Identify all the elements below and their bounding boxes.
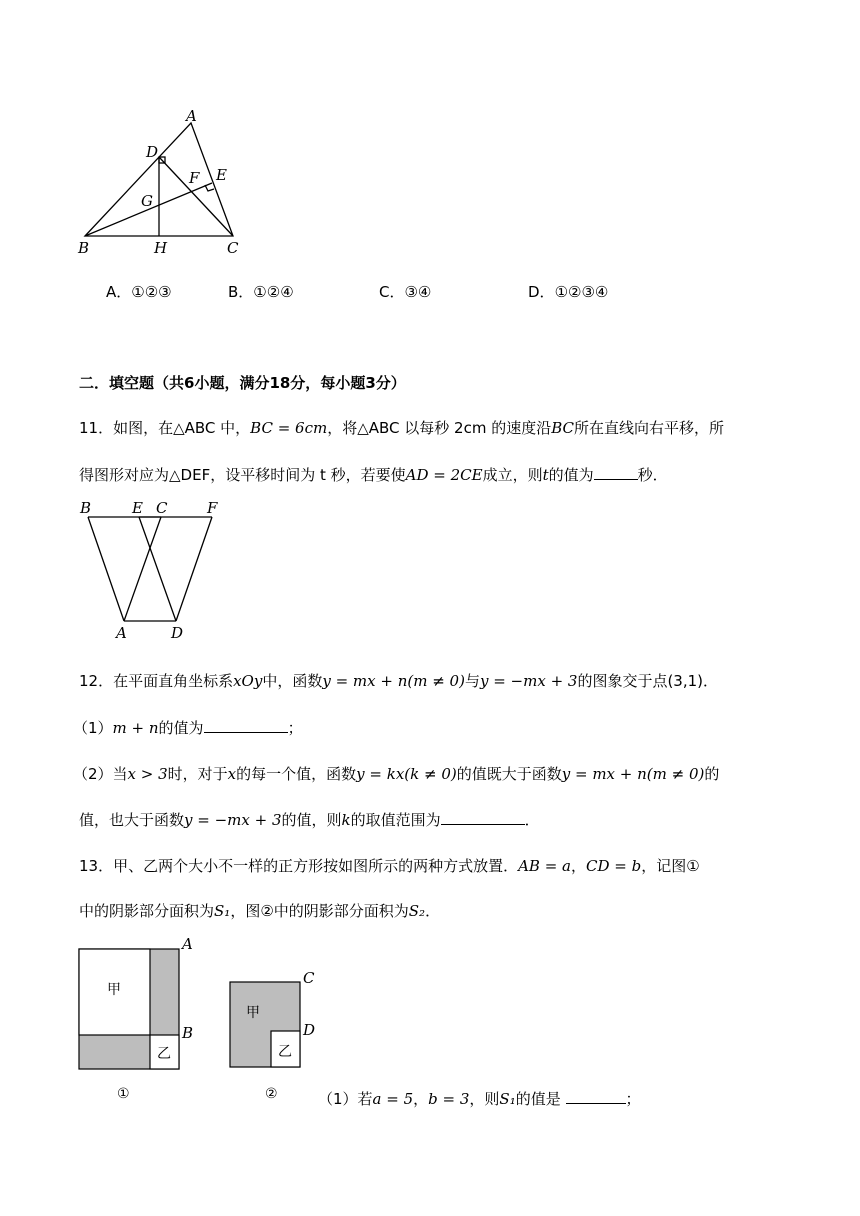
- label-yi: 乙: [278, 1044, 292, 1060]
- label-jia: 甲: [246, 1005, 260, 1021]
- caption-2: ②: [265, 1086, 278, 1102]
- label-jia: 甲: [107, 982, 121, 998]
- choice-a[interactable]: A．①②③: [106, 283, 172, 301]
- label-a: A: [186, 107, 197, 125]
- label-c: C: [156, 499, 168, 517]
- q12-part2: （2）当x > 3时，对于x的每一个值，函数y = kx(k ≠ 0)的值既大于函数y = mx + n(m ≠ 0)的: [73, 765, 720, 783]
- q13-answer1-blank[interactable]: [566, 1089, 626, 1104]
- label-g: G: [141, 192, 153, 210]
- label-yi: 乙: [157, 1046, 171, 1062]
- label-f: F: [207, 499, 218, 517]
- section-heading: 二．填空题（共6小题，满分18分，每小题3分）: [79, 374, 406, 392]
- label-c: C: [227, 239, 239, 257]
- label-b: B: [182, 1024, 194, 1042]
- choice-b[interactable]: B．①②④: [228, 283, 294, 301]
- label-c: C: [303, 969, 315, 987]
- label-f: F: [189, 169, 200, 187]
- squares-figure-2: [222, 962, 332, 1107]
- q12-part2-cont: 值，也大于函数y = −mx + 3的值，则k的取值范围为 ．: [79, 811, 540, 829]
- label-e: E: [216, 166, 227, 184]
- choice-c[interactable]: C．③④: [379, 283, 432, 301]
- q12-line1: 12．在平面直角坐标系xOy中，函数y = mx + n(m ≠ 0)与y = −mx + 3的图象交于点(3,1)．: [79, 672, 719, 690]
- translation-figure: [72, 495, 232, 645]
- q11-line1: 11．如图，在△ABC 中，BC = 6cm，将△ABC 以每秒 2cm 的速度沿BC所在直线向右平移，所: [79, 419, 725, 437]
- label-e: E: [132, 499, 143, 517]
- q11-line2: 得图形对应为△DEF，设平移时间为 t 秒，若要使AD = 2CE成立，则t的值为 秒．: [79, 466, 668, 484]
- label-b: B: [80, 499, 92, 517]
- q13-part1: （1）若a = 5，b = 3，则S₁的值是 ；: [318, 1090, 641, 1108]
- q12-answer2-blank[interactable]: [441, 810, 525, 825]
- label-d: D: [303, 1021, 316, 1039]
- triangle-figure: [70, 105, 250, 265]
- label-d: D: [146, 143, 159, 161]
- choice-d[interactable]: D．①②③④: [528, 283, 609, 301]
- q12-part1: （1）m + n的值为 ；: [73, 719, 303, 737]
- q13-line1: 13．甲、乙两个大小不一样的正方形按如图所示的两种方式放置．AB = a，CD = b，记图①: [79, 857, 700, 875]
- q11-answer-blank[interactable]: [594, 465, 638, 480]
- label-d: D: [171, 624, 184, 642]
- q12-answer1-blank[interactable]: [204, 718, 288, 733]
- squares-figure-1: [72, 932, 212, 1107]
- label-a: A: [116, 624, 127, 642]
- label-b: B: [78, 239, 90, 257]
- label-a: A: [182, 935, 193, 953]
- caption-1: ①: [117, 1086, 130, 1102]
- q13-line2: 中的阴影部分面积为S₁，图②中的阴影部分面积为S₂．: [79, 902, 441, 920]
- label-h: H: [154, 239, 168, 257]
